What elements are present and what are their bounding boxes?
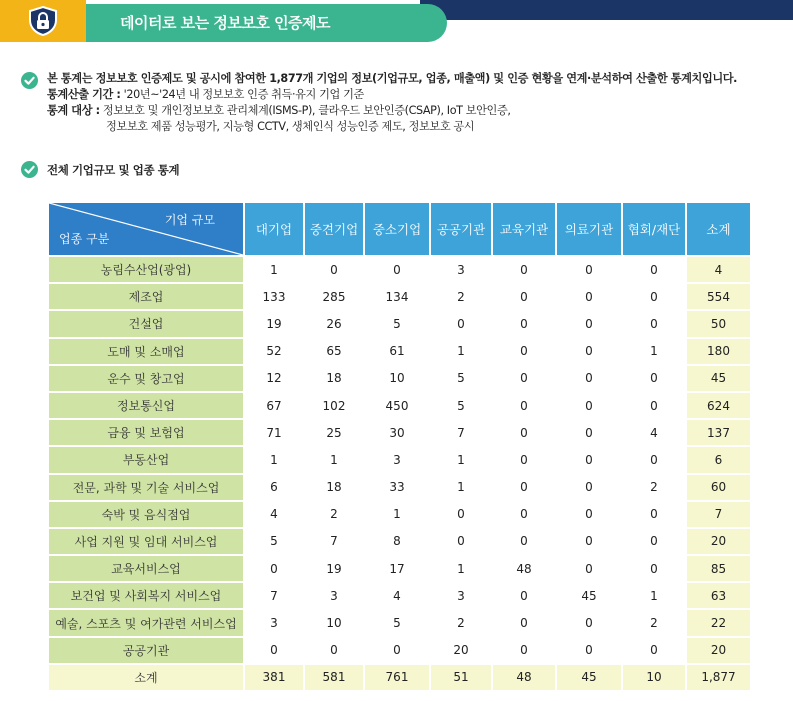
value-cell: 0 <box>557 311 621 336</box>
value-cell: 2 <box>305 502 363 527</box>
check-circle-icon <box>21 72 38 89</box>
subtotal-cell: 60 <box>687 475 750 500</box>
value-cell: 0 <box>493 257 555 282</box>
industry-cell: 숙박 및 음식점업 <box>49 502 243 527</box>
industry-cell: 부동산업 <box>49 447 243 472</box>
value-cell: 30 <box>365 420 429 445</box>
value-cell: 3 <box>431 583 491 608</box>
value-cell: 33 <box>365 475 429 500</box>
table-row <box>49 366 750 391</box>
subtotal-cell: 554 <box>687 284 750 309</box>
value-cell: 7 <box>245 583 303 608</box>
table-row <box>49 583 750 608</box>
value-cell: 0 <box>557 447 621 472</box>
value-cell: 0 <box>623 393 685 418</box>
value-cell: 20 <box>431 638 491 663</box>
value-cell: 0 <box>557 502 621 527</box>
column-header: 대기업 <box>245 203 303 255</box>
industry-cell: 전문, 과학 및 기술 서비스업 <box>49 475 243 500</box>
column-header: 중소기업 <box>365 203 429 255</box>
value-cell: 19 <box>245 311 303 336</box>
value-cell: 0 <box>493 529 555 554</box>
industry-cell: 공공기관 <box>49 638 243 663</box>
value-cell: 0 <box>623 311 685 336</box>
table-row <box>49 529 750 554</box>
value-cell: 8 <box>365 529 429 554</box>
intro-statement: 본 통계는 정보보호 인증제도 및 공시에 참여한 1,877개 기업의 정보(기업규모, 업종, 매출액) 및 인증 현황을 연계·분석하여 산출한 통계치입니다. <box>47 72 738 85</box>
value-cell: 1 <box>431 339 491 364</box>
table-row <box>49 393 750 418</box>
value-cell: 67 <box>245 393 303 418</box>
intro-block <box>47 71 787 135</box>
subtotal-cell: 20 <box>687 529 750 554</box>
value-cell: 0 <box>557 610 621 635</box>
column-header: 중견기업 <box>305 203 363 255</box>
value-cell: 0 <box>623 447 685 472</box>
value-cell: 0 <box>493 610 555 635</box>
value-cell: 0 <box>557 393 621 418</box>
value-cell: 0 <box>245 556 303 581</box>
subtotal-cell: 22 <box>687 610 750 635</box>
value-cell: 4 <box>365 583 429 608</box>
table-row <box>49 610 750 635</box>
value-cell: 52 <box>245 339 303 364</box>
value-cell: 1 <box>305 447 363 472</box>
value-cell: 1 <box>431 447 491 472</box>
page-title: 데이터로 보는 정보보호 인증제도 <box>120 14 331 32</box>
value-cell: 0 <box>493 366 555 391</box>
value-cell: 450 <box>365 393 429 418</box>
corner-industry-label: 업종 구분 <box>59 232 110 246</box>
value-cell: 0 <box>493 502 555 527</box>
industry-size-table <box>47 201 752 692</box>
industry-cell: 농림수산업(광업) <box>49 257 243 282</box>
value-cell: 4 <box>623 420 685 445</box>
industry-cell: 예술, 스포츠 및 여가관련 서비스업 <box>49 610 243 635</box>
header-navy-strip <box>420 0 793 20</box>
value-cell: 25 <box>305 420 363 445</box>
column-header: 공공기관 <box>431 203 491 255</box>
value-cell: 1 <box>431 556 491 581</box>
table-row <box>49 475 750 500</box>
industry-cell: 운수 및 창고업 <box>49 366 243 391</box>
value-cell: 3 <box>305 583 363 608</box>
value-cell: 0 <box>493 284 555 309</box>
value-cell: 0 <box>305 257 363 282</box>
target-value-2: 정보보호 제품 성능평가, 지능형 CCTV, 생체인식 성능인증 제도, 정보보호 공시 <box>106 120 475 133</box>
total-label: 소계 <box>49 665 243 690</box>
value-cell: 0 <box>557 257 621 282</box>
table-row <box>49 556 750 581</box>
value-cell: 1 <box>431 475 491 500</box>
subtotal-cell: 624 <box>687 393 750 418</box>
value-cell: 761 <box>365 665 429 690</box>
lock-shield-icon <box>26 6 60 36</box>
value-cell: 0 <box>623 638 685 663</box>
value-cell: 102 <box>305 393 363 418</box>
table-corner-header <box>49 203 243 255</box>
column-header: 소계 <box>687 203 750 255</box>
subtotal-cell: 137 <box>687 420 750 445</box>
value-cell: 0 <box>245 638 303 663</box>
value-cell: 1 <box>623 339 685 364</box>
value-cell: 45 <box>557 665 621 690</box>
value-cell: 1 <box>245 447 303 472</box>
value-cell: 3 <box>431 257 491 282</box>
value-cell: 7 <box>305 529 363 554</box>
subtotal-cell: 50 <box>687 311 750 336</box>
industry-cell: 교육서비스업 <box>49 556 243 581</box>
value-cell: 10 <box>623 665 685 690</box>
table-row <box>49 339 750 364</box>
value-cell: 4 <box>245 502 303 527</box>
value-cell: 0 <box>365 257 429 282</box>
value-cell: 45 <box>557 583 621 608</box>
value-cell: 0 <box>557 529 621 554</box>
subtotal-cell: 45 <box>687 366 750 391</box>
value-cell: 0 <box>557 638 621 663</box>
column-header: 협회/재단 <box>623 203 685 255</box>
value-cell: 133 <box>245 284 303 309</box>
value-cell: 3 <box>245 610 303 635</box>
industry-cell: 건설업 <box>49 311 243 336</box>
value-cell: 1 <box>623 583 685 608</box>
industry-cell: 도매 및 소매업 <box>49 339 243 364</box>
value-cell: 18 <box>305 366 363 391</box>
value-cell: 381 <box>245 665 303 690</box>
subtotal-cell: 180 <box>687 339 750 364</box>
section-title: 전체 기업규모 및 업종 통계 <box>47 163 180 177</box>
value-cell: 0 <box>623 366 685 391</box>
value-cell: 285 <box>305 284 363 309</box>
value-cell: 0 <box>493 311 555 336</box>
value-cell: 18 <box>305 475 363 500</box>
industry-cell: 보건업 및 사회복지 서비스업 <box>49 583 243 608</box>
value-cell: 48 <box>493 556 555 581</box>
value-cell: 2 <box>623 475 685 500</box>
value-cell: 6 <box>245 475 303 500</box>
check-circle-icon <box>21 161 38 178</box>
value-cell: 0 <box>623 284 685 309</box>
value-cell: 0 <box>493 339 555 364</box>
table-row <box>49 284 750 309</box>
value-cell: 0 <box>623 556 685 581</box>
subtotal-cell: 63 <box>687 583 750 608</box>
value-cell: 0 <box>557 556 621 581</box>
column-header: 의료기관 <box>557 203 621 255</box>
value-cell: 0 <box>493 420 555 445</box>
table-row <box>49 311 750 336</box>
value-cell: 10 <box>365 366 429 391</box>
industry-cell: 정보통신업 <box>49 393 243 418</box>
column-header: 교육기관 <box>493 203 555 255</box>
value-cell: 0 <box>305 638 363 663</box>
value-cell: 5 <box>365 311 429 336</box>
table-row <box>49 502 750 527</box>
value-cell: 0 <box>431 529 491 554</box>
subtotal-cell: 7 <box>687 502 750 527</box>
table-row <box>49 638 750 663</box>
table-header-row <box>49 203 750 255</box>
value-cell: 0 <box>493 638 555 663</box>
subtotal-cell: 6 <box>687 447 750 472</box>
value-cell: 5 <box>431 366 491 391</box>
value-cell: 2 <box>623 610 685 635</box>
corner-size-label: 기업 규모 <box>164 213 215 227</box>
table-row <box>49 447 750 472</box>
value-cell: 71 <box>245 420 303 445</box>
value-cell: 19 <box>305 556 363 581</box>
value-cell: 581 <box>305 665 363 690</box>
value-cell: 10 <box>305 610 363 635</box>
value-cell: 65 <box>305 339 363 364</box>
subtotal-cell: 1,877 <box>687 665 750 690</box>
value-cell: 0 <box>431 502 491 527</box>
value-cell: 0 <box>623 257 685 282</box>
value-cell: 17 <box>365 556 429 581</box>
industry-cell: 제조업 <box>49 284 243 309</box>
target-value-1: 정보보호 및 개인정보보호 관리체계(ISMS-P), 클라우드 보안인증(CSAP), IoT 보안인증, <box>102 104 511 117</box>
value-cell: 12 <box>245 366 303 391</box>
value-cell: 5 <box>431 393 491 418</box>
target-label: 통계 대상 : <box>47 104 100 117</box>
value-cell: 2 <box>431 610 491 635</box>
value-cell: 0 <box>623 502 685 527</box>
value-cell: 1 <box>245 257 303 282</box>
industry-cell: 사업 지원 및 임대 서비스업 <box>49 529 243 554</box>
value-cell: 0 <box>557 339 621 364</box>
value-cell: 0 <box>557 420 621 445</box>
value-cell: 48 <box>493 665 555 690</box>
value-cell: 0 <box>493 475 555 500</box>
period-value: '20년~'24년 내 정보보호 인증 취득·유지 기업 기준 <box>123 88 364 101</box>
value-cell: 1 <box>365 502 429 527</box>
value-cell: 2 <box>431 284 491 309</box>
value-cell: 0 <box>493 447 555 472</box>
table-row <box>49 420 750 445</box>
period-label: 통계산출 기간 : <box>47 88 121 101</box>
value-cell: 7 <box>431 420 491 445</box>
subtotal-cell: 20 <box>687 638 750 663</box>
value-cell: 0 <box>365 638 429 663</box>
value-cell: 0 <box>557 475 621 500</box>
table-row <box>49 257 750 282</box>
value-cell: 51 <box>431 665 491 690</box>
value-cell: 5 <box>365 610 429 635</box>
value-cell: 0 <box>557 284 621 309</box>
value-cell: 0 <box>493 393 555 418</box>
total-row <box>49 665 750 690</box>
value-cell: 5 <box>245 529 303 554</box>
value-cell: 0 <box>431 311 491 336</box>
subtotal-cell: 85 <box>687 556 750 581</box>
subtotal-cell: 4 <box>687 257 750 282</box>
value-cell: 0 <box>493 583 555 608</box>
value-cell: 0 <box>623 529 685 554</box>
value-cell: 134 <box>365 284 429 309</box>
value-cell: 61 <box>365 339 429 364</box>
value-cell: 3 <box>365 447 429 472</box>
industry-cell: 금융 및 보험업 <box>49 420 243 445</box>
value-cell: 0 <box>557 366 621 391</box>
value-cell: 26 <box>305 311 363 336</box>
header-banner <box>0 0 793 42</box>
